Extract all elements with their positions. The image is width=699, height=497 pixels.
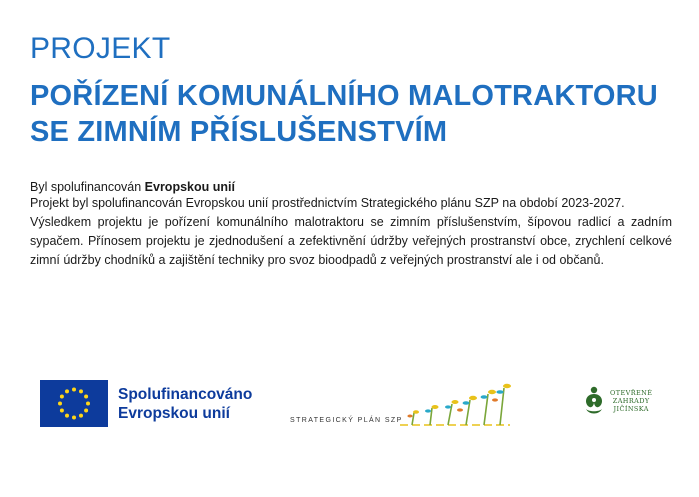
- document-title: [30, 78, 672, 150]
- ozj-line-1: OTEVŘENÉ: [610, 389, 653, 397]
- cofinanced-prefix: Byl spolufinancován: [30, 180, 145, 194]
- title-line-1: POŘÍZENÍ KOMUNÁLNÍHO MALOTRAKTORU: [30, 80, 658, 112]
- eu-logo-line-2: Evropskou unií: [118, 404, 230, 422]
- cofinanced-emphasis: Evropskou unií: [144, 180, 235, 194]
- eu-stars-icon: [40, 380, 108, 427]
- document-kicker: PROJEKT: [30, 32, 171, 65]
- logo-strip: [40, 380, 662, 430]
- eu-logo-line-1: Spolufinancováno: [118, 385, 253, 403]
- eu-flag-icon: [40, 380, 108, 427]
- paragraph-funding: Projekt byl spolufinancován Evropskou unií prostřednictvím Strategického plánu SZP na období 2023-2027.: [30, 196, 625, 210]
- ozj-logo-text: [610, 389, 652, 413]
- document: [30, 32, 672, 270]
- ozj-logo: [582, 384, 652, 418]
- title-line-2: SE ZIMNÍM PŘÍSLUŠENSTVÍM: [30, 116, 448, 148]
- szp-logo: [290, 380, 550, 430]
- cofinanced-statement: [30, 180, 672, 194]
- ozj-emblem-icon: [582, 384, 606, 418]
- szp-plants-icon: [400, 380, 520, 430]
- eu-logo-text: [118, 385, 252, 423]
- eu-logo: [40, 380, 252, 427]
- ozj-line-3: JIČÍNSKA: [613, 405, 649, 413]
- paragraph-result: Výsledkem projektu je pořízení komunálního malotraktoru se zimním příslušenstvím, šípovou radlicí a zadním sypačem. Přínosem projektu je zjednodušení a zefektivnění údržby veřejných prostranství obce, zrychlení celkové zimní údržby chodníků a zajištění techniky pro svoz bioodpadů z veřejných prostranství ale i od občanů.: [30, 215, 672, 267]
- ozj-line-2: ZAHRADY: [612, 397, 650, 405]
- szp-label: STRATEGICKÝ PLÁN SZP: [290, 417, 403, 424]
